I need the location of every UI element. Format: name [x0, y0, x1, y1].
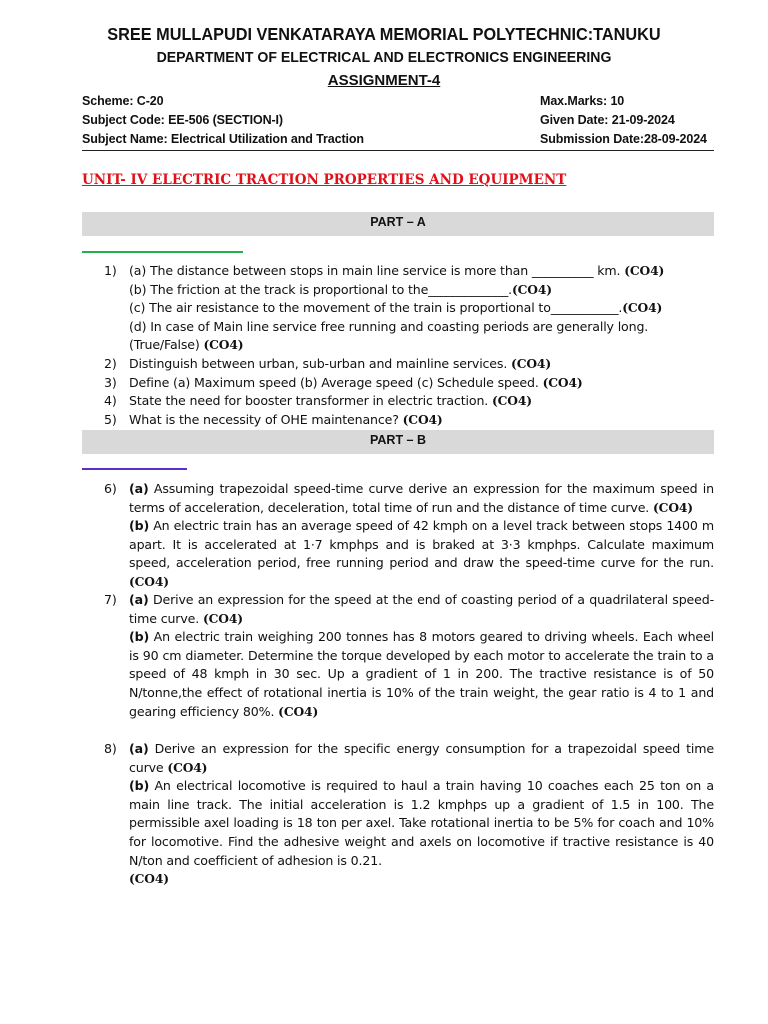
- subject-code: Subject Code: EE-506 (SECTION-I): [82, 113, 283, 127]
- question-number: 2): [104, 356, 117, 371]
- q8-part-a: [129, 740, 714, 777]
- question-3: [104, 374, 714, 393]
- co-tag: (CO4): [492, 393, 532, 409]
- co-tag: (CO4): [129, 871, 169, 887]
- question-number: 6): [104, 481, 117, 496]
- meta-left: [82, 94, 364, 151]
- question-4: [104, 392, 714, 411]
- co-tag: (CO4): [624, 263, 665, 278]
- q7-part-a: [129, 591, 714, 628]
- q8-b-text: An electrical locomotive is required to haul a train having 10 coaches each 25 ton on a main line track. The initial acceleration is 1.2 kmphps up a gradient of 1.5 in 100. The permissible axel loading is 18 ton per axel. Take rotational inertia to be 5% for coach and 10% for locomotive. Find the adhesive weight and axels on locomotive if tractive resistance is 40 N/ton and coefficient of adhesion is 0.21.: [129, 778, 714, 868]
- co-tag: (CO4): [203, 337, 244, 353]
- department-name: DEPARTMENT OF ELECTRICAL AND ELECTRONICS ENGINEERING: [156, 49, 612, 66]
- question-number: 8): [104, 741, 117, 756]
- q5-text: What is the necessity of OHE maintenance?: [129, 411, 399, 427]
- q1-b-text: (b) The friction at the track is proportional to the_____________.: [129, 281, 512, 297]
- q1-a-text: (a) The distance between stops in main line service is more than __________ km.: [129, 263, 621, 278]
- part-b-header: [82, 430, 714, 454]
- green-underline: [82, 251, 243, 253]
- q1-d-text: (d) In case of Main line service free running and coasting periods are generally long.: [129, 318, 649, 334]
- co-tag: (CO4): [511, 356, 551, 371]
- q8-part-b: [129, 777, 714, 870]
- scheme: Scheme: C-20: [82, 94, 164, 108]
- unit-title: UNIT- IV ELECTRIC TRACTION PROPERTIES AND EQUIPMENT: [82, 172, 567, 188]
- co-tag: (CO4): [402, 411, 443, 427]
- co-tag: (CO4): [542, 374, 583, 390]
- question-number: 4): [104, 393, 117, 409]
- q4-text: State the need for booster transformer in electric traction.: [129, 393, 489, 409]
- q1-c-text: (c) The air resistance to the movement of the train is proportional to___________.: [129, 300, 623, 316]
- question-8: [104, 740, 714, 889]
- question-6: [104, 480, 714, 592]
- q8-a-label: (a): [129, 741, 149, 756]
- question-number: 3): [104, 374, 117, 390]
- question-7: [104, 591, 714, 721]
- max-marks: Max.Marks: 10: [540, 94, 625, 108]
- co-tag: (CO4): [653, 499, 693, 515]
- q8-b-label: (b): [129, 778, 150, 794]
- q6-a-label: (a): [129, 481, 149, 496]
- q7-a-label: (a): [129, 592, 149, 607]
- part-a-header: [82, 212, 714, 236]
- q6-part-a: [129, 480, 714, 517]
- submission-date: Submission Date:28-09-2024: [540, 132, 707, 146]
- q8-a-text: Derive an expression for the specific energy consumption for a trapezoidal speed time curve: [129, 741, 714, 775]
- institute-name: SREE MULLAPUDI VENKATARAYA MEMORIAL POLYTECHNIC:TANUKU: [107, 24, 661, 44]
- given-date: Given Date: 21-09-2024: [540, 113, 675, 127]
- part-b-title: PART – B: [369, 433, 427, 447]
- question-1: [104, 262, 714, 355]
- co-tag: (CO4): [511, 281, 552, 297]
- purple-underline: [82, 468, 187, 470]
- q6-a-text: Assuming trapezoidal speed-time curve derive an expression for the maximum speed in terms of acceleration, deceleration, total time of run and the distance of time curve.: [129, 481, 714, 515]
- subject-name: Subject Name: Electrical Utilization and Traction: [82, 132, 364, 146]
- co-tag: (CO4): [167, 759, 208, 775]
- q7-b-text: An electric train weighing 200 tonnes has 8 motors geared to driving wheels. Each wheel is 90 cm diameter. Determine the torque developed by each motor to accelerate the train to a speed of 48 kmph in 30 sec. Up a gradient of 1 in 200. The tractive resistance is of 50 N/tonne,the effect of rotational inertia is 10% of the train weight, the gear ratio is 4 to 1 and gearing efficiency 80%.: [129, 629, 714, 719]
- meta-right: [540, 94, 707, 151]
- question-number: 1): [104, 263, 117, 278]
- question-number: 7): [104, 592, 117, 607]
- co-tag: (CO4): [129, 573, 169, 589]
- co-tag: (CO4): [202, 610, 243, 626]
- part-a-title: PART – A: [370, 215, 426, 229]
- header-divider: [82, 150, 714, 151]
- question-number: 5): [104, 411, 117, 427]
- co-tag: (CO4): [622, 300, 663, 316]
- q3-text: Define (a) Maximum speed (b) Average speed (c) Schedule speed.: [129, 374, 539, 390]
- question-2: [104, 355, 714, 374]
- q7-part-b: [129, 628, 714, 721]
- q1-d-truefalse: (True/False): [129, 337, 200, 353]
- q6-b-text: An electric train has an average speed of 42 kmph on a level track between stops 1400 m apart. It is accelerated at 1·7 kmphps and is braked at 3·3 kmphps. Calculate maximum speed, acceleration period, free running period and draw the speed-time curve for the run.: [129, 518, 714, 571]
- q2-text: Distinguish between urban, sub-urban and mainline services.: [129, 356, 508, 371]
- question-5: [104, 411, 714, 430]
- q6-part-b: [129, 517, 714, 591]
- co-tag: (CO4): [278, 703, 319, 719]
- q6-b-label: (b): [129, 518, 150, 534]
- q7-a-text: Derive an expression for the speed at the end of coasting period of a quadrilateral speed-time curve.: [129, 592, 714, 626]
- q7-b-label: (b): [129, 629, 150, 645]
- assignment-title: ASSIGNMENT-4: [327, 72, 441, 89]
